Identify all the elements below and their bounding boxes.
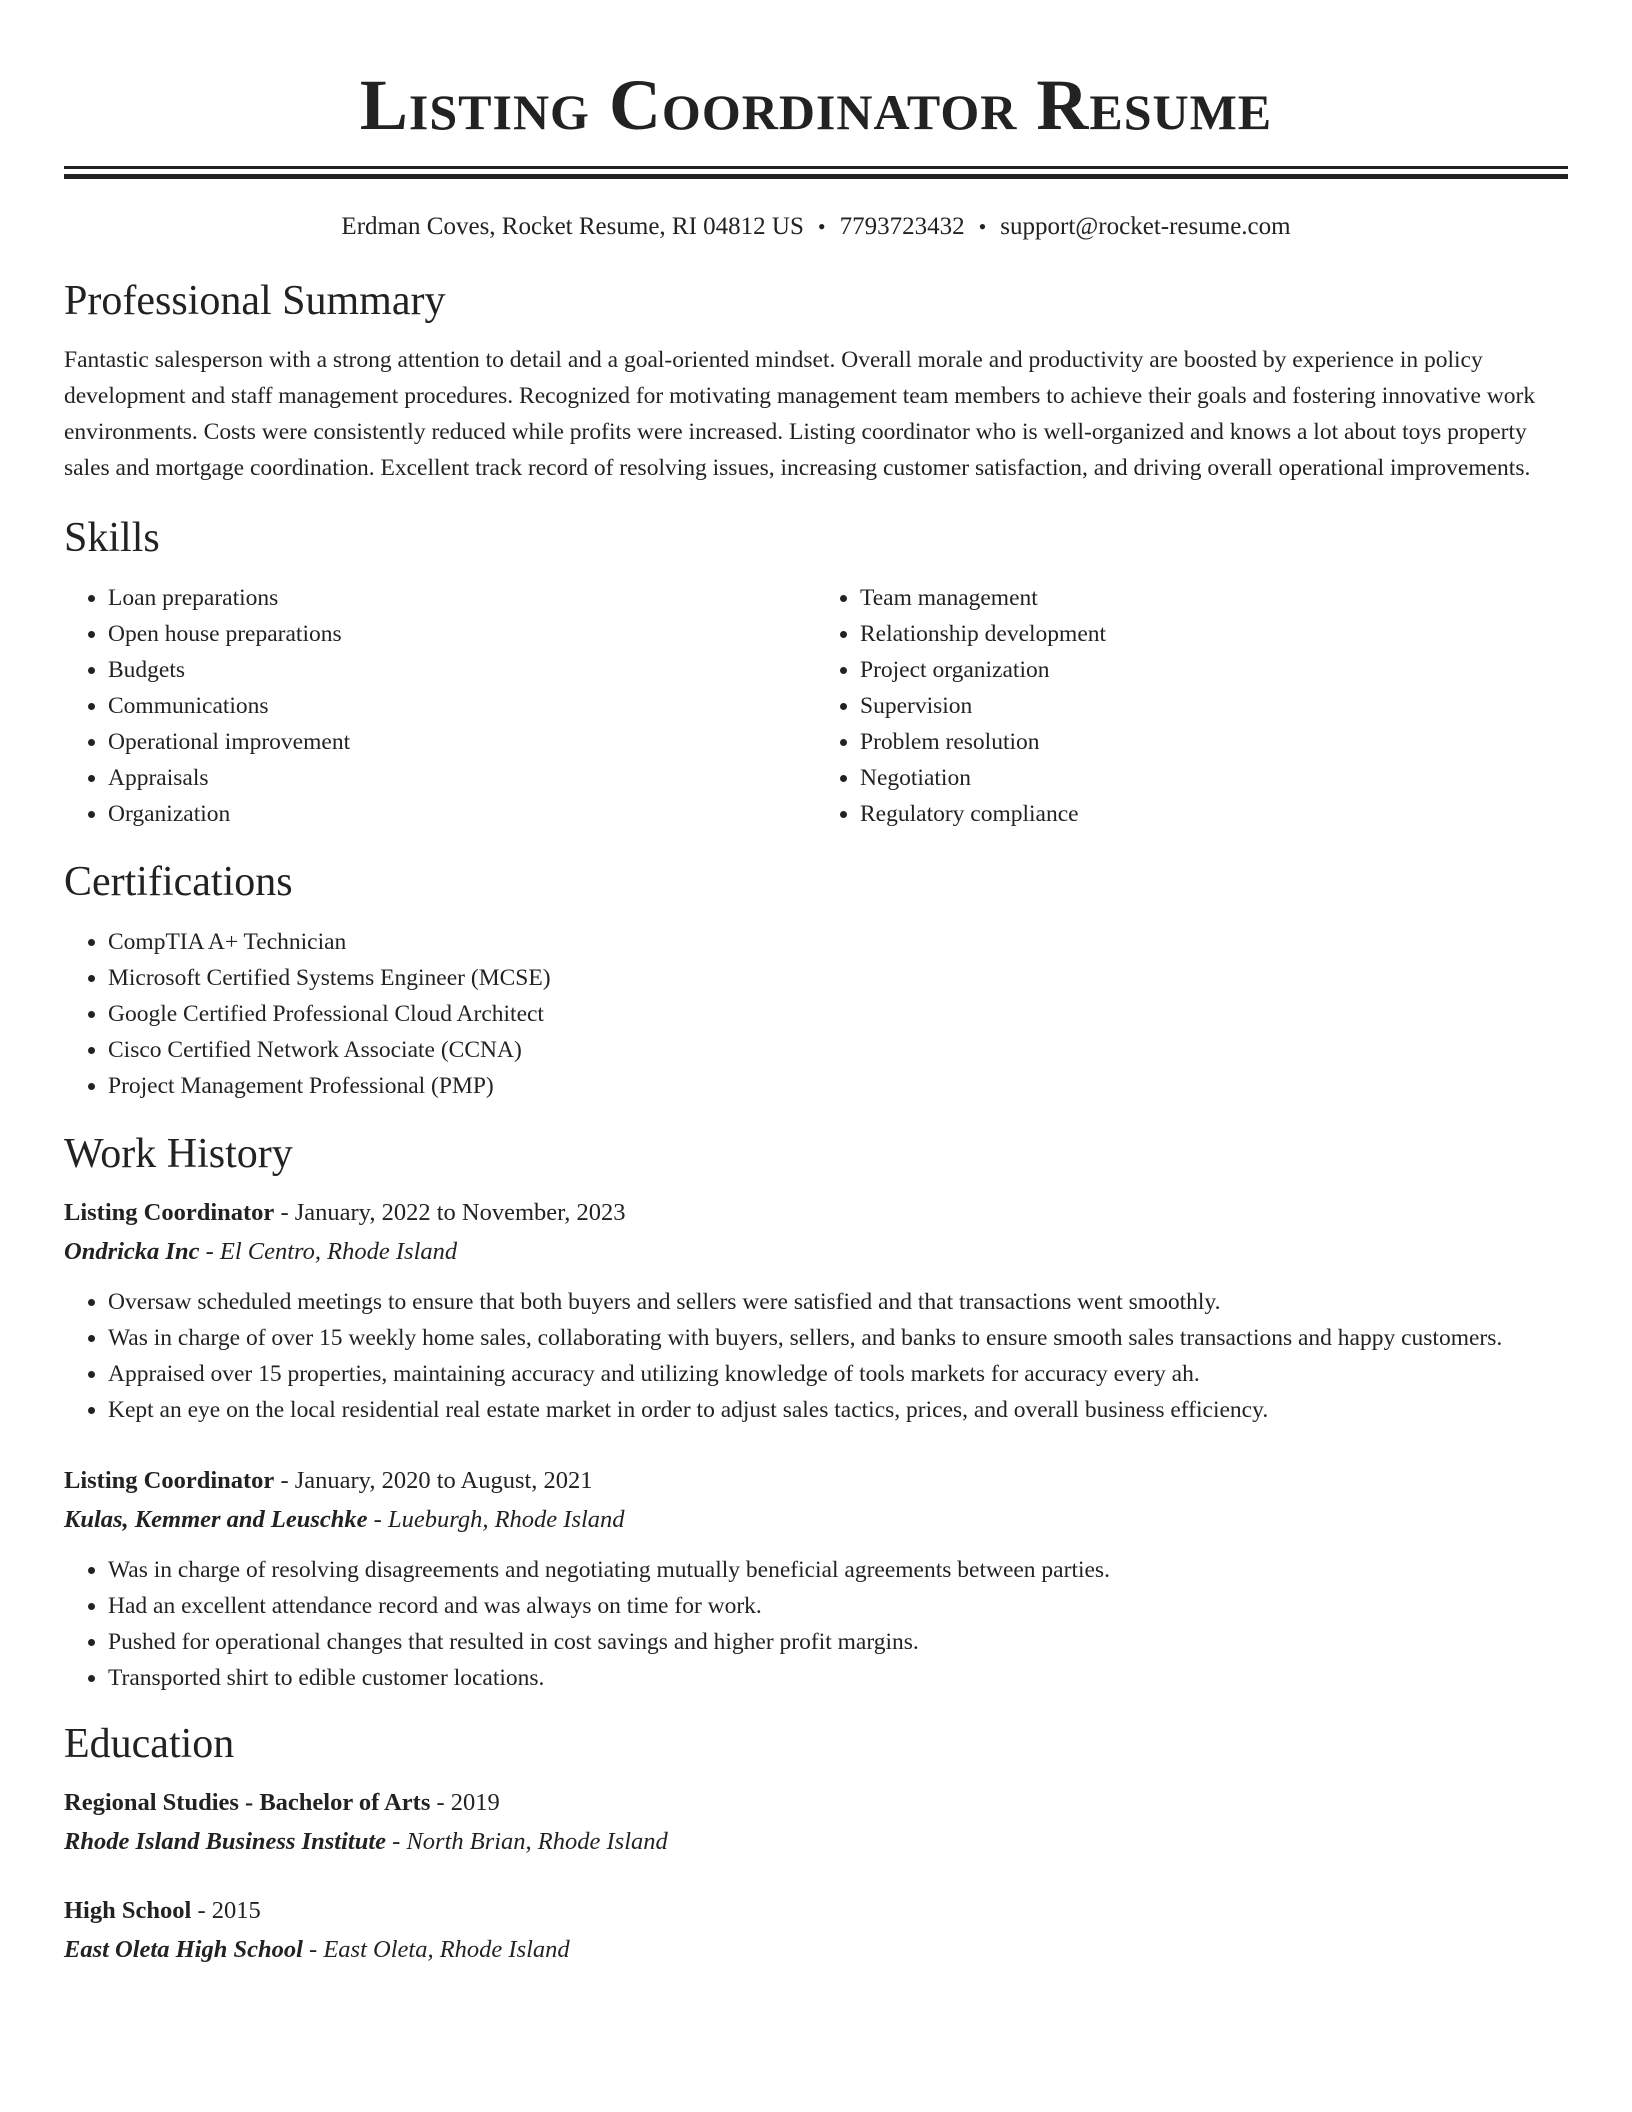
education-heading: Education (64, 1721, 235, 1767)
education-location: - North Brian, Rhode Island (386, 1828, 668, 1855)
skill-item: • Supervision (860, 688, 1568, 724)
education-degree: Regional Studies - Bachelor of Arts (64, 1789, 431, 1816)
job-duty: • Had an excellent attendance record and was always on time for work. (108, 1588, 1568, 1624)
job-duty: • Appraised over 15 properties, maintaining accuracy and utilizing knowledge of tools markets for accuracy every ah. (108, 1356, 1568, 1392)
skill-item: • Communications (108, 688, 816, 724)
education-school: East Oleta High School (64, 1936, 303, 1963)
job-entry (64, 1462, 1568, 1696)
resume-title: Listing Coordinator Resume (359, 65, 1273, 145)
education-location: - East Oleta, Rhode Island (302, 1936, 570, 1963)
job-location: - El Centro, Rhode Island (199, 1238, 458, 1265)
contact-separator: • (978, 214, 987, 239)
skill-item: • Regulatory compliance (860, 796, 1568, 832)
summary-heading: Professional Summary (64, 278, 446, 324)
job-dates: - January, 2022 to November, 2023 (274, 1199, 626, 1226)
skill-item: • Negotiation (860, 760, 1568, 796)
contact-phone: 7793723432 (839, 213, 965, 240)
contact-email: support@rocket-resume.com (1000, 213, 1291, 240)
education-school-line (64, 1930, 1568, 1970)
job-duty: • Was in charge of resolving disagreements and negotiating mutually beneficial agreements between parties. (108, 1552, 1568, 1588)
certification-item: • Microsoft Certified Systems Engineer (MCSE) (108, 960, 1568, 996)
certifications-list (64, 924, 1568, 1104)
title-divider-top (64, 166, 1568, 169)
skill-item: • Operational improvement (108, 724, 816, 760)
certification-item: • Project Management Professional (PMP) (108, 1068, 1568, 1104)
job-duty: • Pushed for operational changes that resulted in cost savings and higher profit margins. (108, 1624, 1568, 1660)
contact-address: Erdman Coves, Rocket Resume, RI 04812 US (341, 213, 804, 240)
job-title-line (64, 1462, 1568, 1500)
skill-item: • Appraisals (108, 760, 816, 796)
skill-item: • Project organization (860, 652, 1568, 688)
job-company-line (64, 1500, 1568, 1540)
certification-item: • CompTIA A+ Technician (108, 924, 1568, 960)
certification-item: • Cisco Certified Network Associate (CCNA) (108, 1032, 1568, 1068)
education-year: - 2015 (191, 1897, 261, 1924)
education-degree-line (64, 1784, 1568, 1822)
skills-heading: Skills (64, 515, 160, 561)
title-divider-bottom (64, 174, 1568, 179)
job-duty: • Kept an eye on the local residential real estate market in order to adjust sales tactics, prices, and overall business efficiency. (108, 1392, 1568, 1428)
job-duty: • Was in charge of over 15 weekly home sales, collaborating with buyers, sellers, and banks to ensure smooth sales transactions and happy customers. (108, 1320, 1568, 1356)
skill-item: • Open house preparations (108, 616, 816, 652)
certification-item: • Google Certified Professional Cloud Architect (108, 996, 1568, 1032)
job-company: Ondricka Inc (64, 1238, 200, 1265)
job-duties-list (64, 1552, 1568, 1696)
job-title: Listing Coordinator (64, 1467, 275, 1494)
job-dates: - January, 2020 to August, 2021 (274, 1467, 593, 1494)
skills-list-left (64, 580, 816, 832)
education-year: - 2019 (430, 1789, 500, 1816)
contact-separator: • (817, 214, 826, 239)
skills-column-right (816, 580, 1568, 832)
job-company-line (64, 1232, 1568, 1272)
skill-item: • Organization (108, 796, 816, 832)
skill-item: • Problem resolution (860, 724, 1568, 760)
job-duty: • Oversaw scheduled meetings to ensure that both buyers and sellers were satisfied and that transactions went smoothly. (108, 1284, 1568, 1320)
work-history-heading: Work History (64, 1131, 293, 1177)
skills-list-right (816, 580, 1568, 832)
skill-item: • Loan preparations (108, 580, 816, 616)
skill-item: • Team management (860, 580, 1568, 616)
job-duty: • Transported shirt to edible customer locations. (108, 1660, 1568, 1696)
contact-line (64, 207, 1568, 247)
education-degree: High School (64, 1897, 192, 1924)
skill-item: • Budgets (108, 652, 816, 688)
job-location: - Lueburgh, Rhode Island (367, 1506, 625, 1533)
education-school: Rhode Island Business Institute (64, 1828, 387, 1855)
education-entry (64, 1784, 1568, 1862)
job-entry (64, 1194, 1568, 1428)
certifications-heading: Certifications (64, 859, 293, 905)
job-title: Listing Coordinator (64, 1199, 275, 1226)
skills-grid (64, 580, 1568, 832)
skills-column-left (64, 580, 816, 832)
skill-item: • Relationship development (860, 616, 1568, 652)
job-company: Kulas, Kemmer and Leuschke (64, 1506, 368, 1533)
job-duties-list (64, 1284, 1568, 1428)
education-entry (64, 1892, 1568, 1970)
summary-text: Fantastic salesperson with a strong attention to detail and a goal-oriented mindset. Overall morale and productivity are boosted by experience in policy development and staff management procedures. Recognized for motivating management team members to achieve their goals and fostering innovative work environments. Costs were consistently reduced while profits were increased. Listing coordinator who is well-organized and knows a lot about toys property sales and mortgage coordination. Excellent track record of resolving issues, increasing customer satisfaction, and driving overall operational improvements. (64, 347, 1536, 481)
education-school-line (64, 1822, 1568, 1862)
education-degree-line (64, 1892, 1568, 1930)
job-title-line (64, 1194, 1568, 1232)
